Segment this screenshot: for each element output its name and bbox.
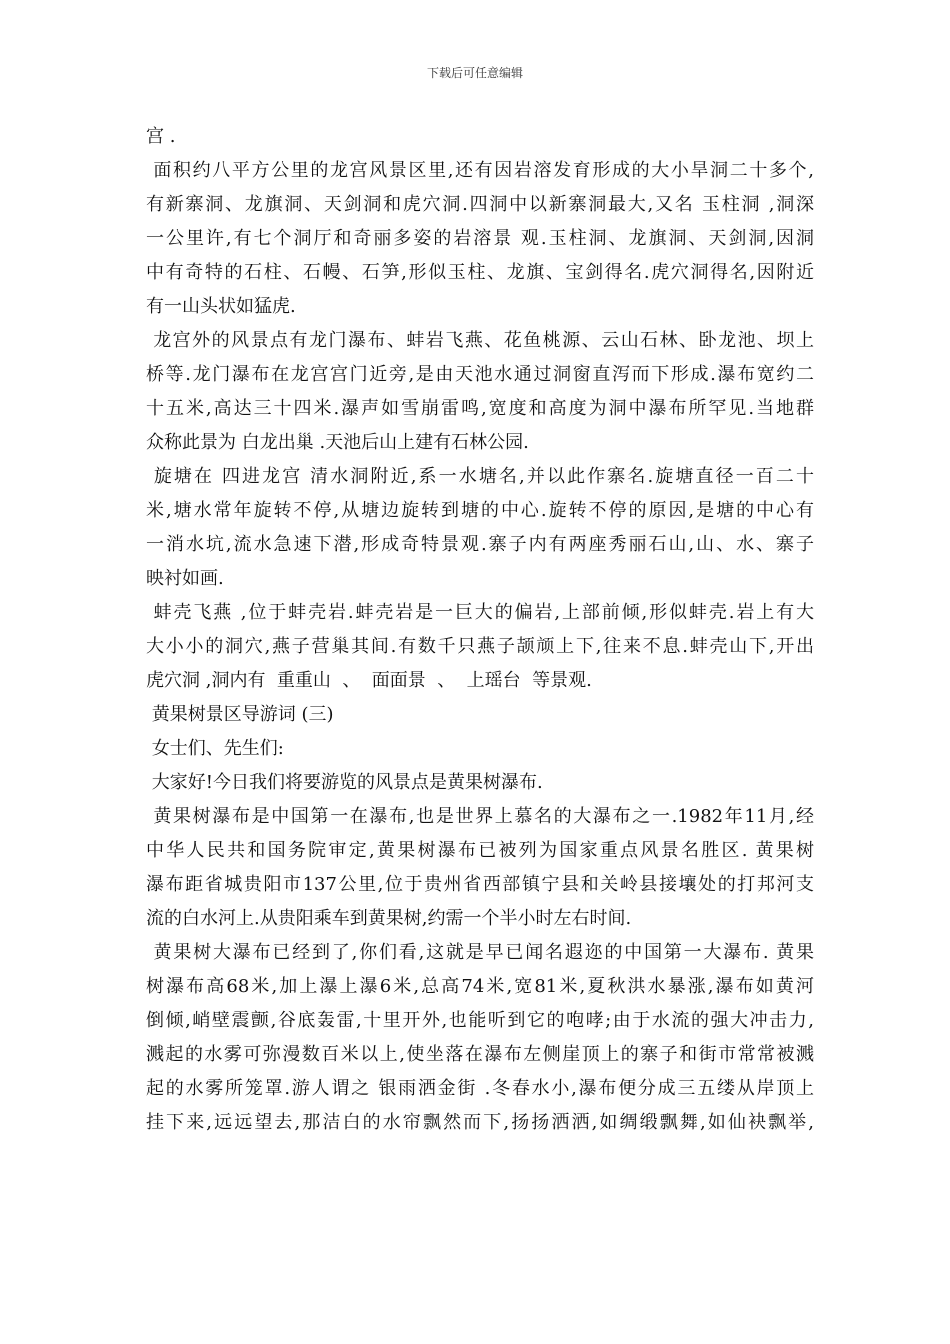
text-line: 大家好!今日我们将要游览的风景点是黄果树瀑布. bbox=[146, 772, 543, 793]
text-line: 面积约八平方公里的龙宫风景区里,还有因岩溶发育形成的大小旱洞二十多个, bbox=[146, 160, 814, 181]
text-line: 蚌壳飞燕 ,位于蚌壳岩.蚌壳岩是一巨大的偏岩,上部前倾,形似蚌壳.岩上有大 bbox=[146, 602, 814, 623]
text-line: 中华人民共和国务院审定,黄果树瀑布已被列为国家重点风景名胜区. 黄果树 bbox=[146, 840, 814, 861]
text-line: 黄果树大瀑布已经到了,你们看,这就是早已闻名遐迩的中国第一大瀑布. 黄果 bbox=[146, 942, 814, 963]
text-line: 映衬如画. bbox=[146, 568, 224, 589]
text-line: 起的水雾所笼罩.游人谓之 银雨洒金街 .冬春水小,瀑布便分成三五缕从岸顶上 bbox=[146, 1078, 814, 1099]
text-line: 桥等.龙门瀑布在龙宫宫门近旁,是由天池水通过洞窗直泻而下形成.瀑布宽约二 bbox=[146, 364, 814, 385]
text-line: 宫 . bbox=[146, 126, 176, 147]
text-line: 有新寨洞、龙旗洞、天剑洞和虎穴洞.四洞中以新寨洞最大,又名 玉柱洞 ,洞深 bbox=[146, 194, 814, 215]
text-line: 瀑布距省城贵阳市137公里,位于贵州省西部镇宁县和关岭县接壤处的打邦河支 bbox=[146, 874, 814, 895]
text-line: 旋塘在 四进龙宫 清水洞附近,系一水塘名,并以此作寨名.旋塘直径一百二十 bbox=[146, 466, 814, 487]
text-line: 溅起的水雾可弥漫数百米以上,使坐落在瀑布左侧崖顶上的寨子和街市常常被溅 bbox=[146, 1044, 814, 1065]
text-line: 一消水坑,流水急速下潜,形成奇特景观.寨子内有两座秀丽石山,山、水、寨子 bbox=[146, 534, 814, 555]
text-line: 女士们、先生们: bbox=[146, 738, 284, 759]
text-line: 有一山头状如猛虎. bbox=[146, 296, 296, 317]
text-line: 中有奇特的石柱、石幔、石笋,形似玉柱、龙旗、宝剑得名.虎穴洞得名,因附近 bbox=[146, 262, 814, 283]
text-line: 挂下来,远远望去,那洁白的水帘飘然而下,扬扬洒洒,如绸缎飘舞,如仙袂飘举, bbox=[146, 1112, 814, 1133]
text-line: 树瀑布高68米,加上瀑上瀑6米,总高74米,宽81米,夏秋洪水暴涨,瀑布如黄河 bbox=[146, 976, 814, 997]
page-header: 下载后可任意编辑 bbox=[426, 66, 523, 80]
text-line: 倒倾,峭壁震颤,谷底轰雷,十里开外,也能听到它的咆哮;由于水流的强大冲击力, bbox=[146, 1010, 814, 1031]
text-line: 一公里许,有七个洞厅和奇丽多姿的岩溶景 观.玉柱洞、龙旗洞、天剑洞,因洞 bbox=[146, 228, 814, 249]
text-line: 大小小的洞穴,燕子营巢其间.有数千只燕子颉颃上下,往来不息.蚌壳山下,开出 bbox=[146, 636, 814, 657]
text-line: 黄果树瀑布是中国第一在瀑布,也是世界上慕名的大瀑布之一.1982年11月,经 bbox=[146, 806, 814, 827]
text-line: 虎穴洞 ,洞内有 重重山 、 面面景 、 上瑶台 等景观. bbox=[146, 670, 592, 691]
text-line: 龙宫外的风景点有龙门瀑布、蚌岩飞燕、花鱼桃源、云山石林、卧龙池、坝上 bbox=[146, 330, 814, 351]
text-line: 流的白水河上.从贵阳乘车到黄果树,约需一个半小时左右时间. bbox=[146, 908, 632, 929]
text-line: 米,塘水常年旋转不停,从塘边旋转到塘的中心.旋转不停的原因,是塘的中心有 bbox=[146, 500, 814, 521]
text-line: 黄果树景区导游词 (三) bbox=[146, 704, 334, 725]
body-text bbox=[146, 120, 814, 1140]
text-line: 众称此景为 白龙出巢 .天池后山上建有石林公园. bbox=[146, 432, 529, 453]
text-line: 十五米,高达三十四米.瀑声如雪崩雷鸣,宽度和高度为洞中瀑布所罕见.当地群 bbox=[146, 398, 814, 419]
